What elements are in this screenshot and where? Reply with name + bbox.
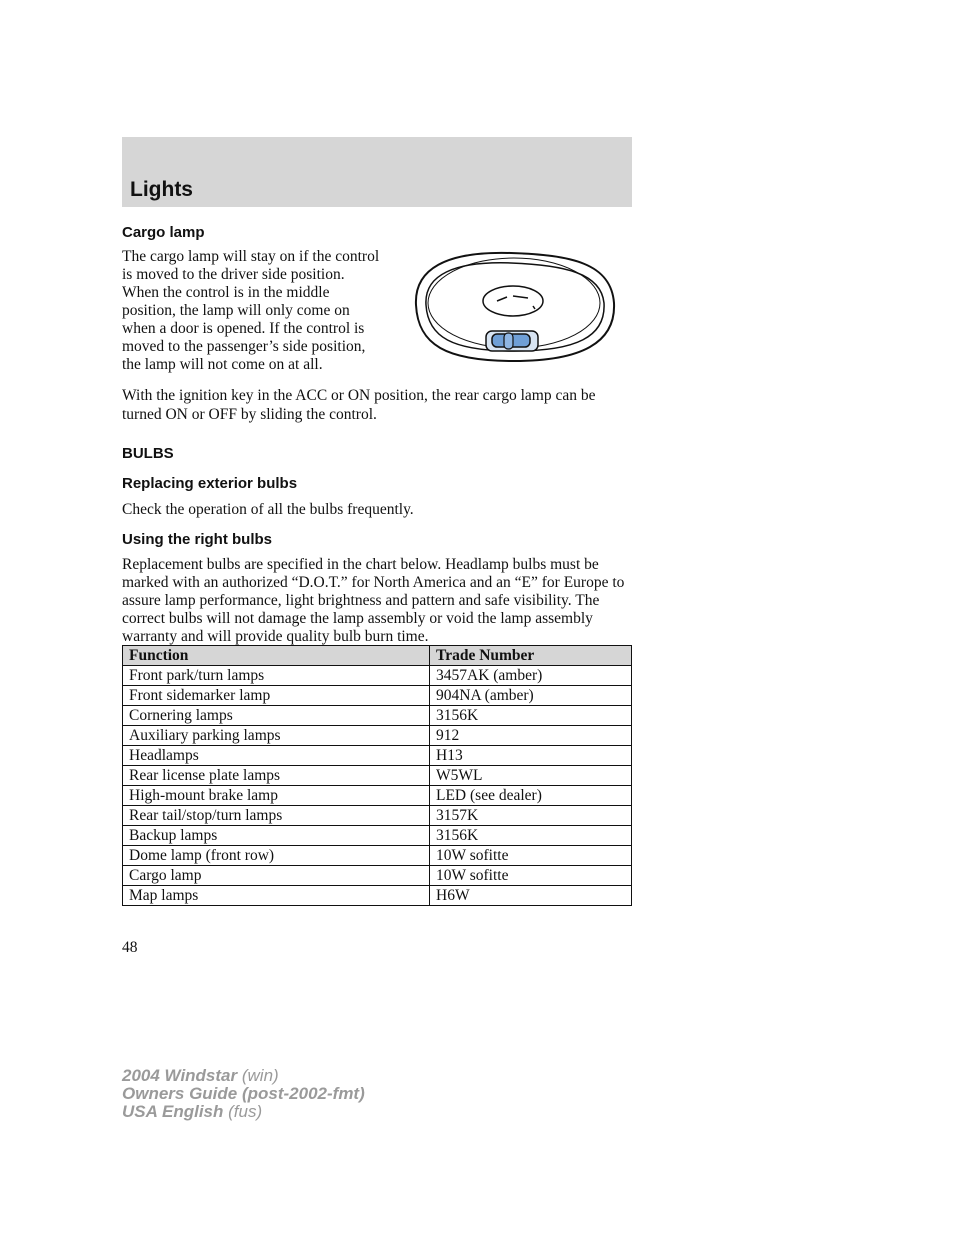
trade-number-cell: H6W bbox=[430, 886, 632, 906]
table-row bbox=[123, 666, 632, 686]
function-cell: Auxiliary parking lamps bbox=[123, 726, 430, 746]
footer-line-model bbox=[122, 1067, 365, 1085]
footer-line-language bbox=[122, 1103, 365, 1121]
table-header-row bbox=[123, 646, 632, 666]
footer-line-guide bbox=[122, 1085, 365, 1103]
table-row bbox=[123, 826, 632, 846]
trade-number-cell: 912 bbox=[430, 726, 632, 746]
trade-number-cell: 3156K bbox=[430, 706, 632, 726]
trade-number-cell: 3157K bbox=[430, 806, 632, 826]
footer-language: USA English bbox=[122, 1102, 224, 1121]
trade-number-cell: 904NA (amber) bbox=[430, 686, 632, 706]
function-cell: Dome lamp (front row) bbox=[123, 846, 430, 866]
table-row bbox=[123, 846, 632, 866]
table-row bbox=[123, 866, 632, 886]
function-cell: Rear license plate lamps bbox=[123, 766, 430, 786]
footer-model-name: 2004 Windstar bbox=[122, 1066, 238, 1085]
table-row bbox=[123, 726, 632, 746]
replacing-exterior-bulbs-heading: Replacing exterior bulbs bbox=[122, 475, 298, 492]
function-cell: Cargo lamp bbox=[123, 866, 430, 886]
function-cell: High-mount brake lamp bbox=[123, 786, 430, 806]
exterior-bulbs-text: Check the operation of all the bulbs frequently. bbox=[122, 501, 414, 518]
cargo-lamp-ignition-note: With the ignition key in the ACC or ON position, the rear cargo lamp can be turned ON or OFF by sliding the control. bbox=[122, 387, 596, 423]
trade-number-cell: 10W sofitte bbox=[430, 846, 632, 866]
page-number: 48 bbox=[122, 939, 138, 956]
using-right-bulbs-heading: Using the right bulbs bbox=[122, 531, 272, 548]
function-cell: Headlamps bbox=[123, 746, 430, 766]
section-title: Lights bbox=[130, 178, 193, 201]
trade-number-cell: 10W sofitte bbox=[430, 866, 632, 886]
trade-number-cell: W5WL bbox=[430, 766, 632, 786]
bulb-chart-table bbox=[122, 645, 632, 906]
trade-number-cell: H13 bbox=[430, 746, 632, 766]
table-row bbox=[123, 806, 632, 826]
function-cell: Front sidemarker lamp bbox=[123, 686, 430, 706]
cargo-lamp-illustration bbox=[396, 245, 632, 367]
table-row bbox=[123, 886, 632, 906]
function-cell: Map lamps bbox=[123, 886, 430, 906]
bulbs-heading: BULBS bbox=[122, 445, 174, 462]
trade-number-cell: 3457AK (amber) bbox=[430, 666, 632, 686]
function-cell: Cornering lamps bbox=[123, 706, 430, 726]
footer-model-code: (win) bbox=[241, 1066, 279, 1085]
document-footer bbox=[122, 1067, 365, 1121]
table-row bbox=[123, 746, 632, 766]
table-row bbox=[123, 706, 632, 726]
table-row bbox=[123, 786, 632, 806]
column-header-trade-number: Trade Number bbox=[430, 646, 632, 666]
footer-language-code: (fus) bbox=[228, 1102, 263, 1121]
table-row bbox=[123, 686, 632, 706]
function-cell: Rear tail/stop/turn lamps bbox=[123, 806, 430, 826]
cargo-lamp-description: The cargo lamp will stay on if the control is moved to the driver side position. When the control is in the middle position, the lamp will only come on when a door is opened. If the control is moved to the passenger’s side position, the lamp will not come on at all. bbox=[122, 248, 380, 373]
section-header-band bbox=[122, 137, 632, 207]
table-row bbox=[123, 766, 632, 786]
function-cell: Front park/turn lamps bbox=[123, 666, 430, 686]
function-cell: Backup lamps bbox=[123, 826, 430, 846]
cargo-lamp-heading: Cargo lamp bbox=[122, 224, 205, 241]
column-header-function: Function bbox=[123, 646, 430, 666]
footer-guide-name: Owners Guide (post-2002-fmt) bbox=[122, 1084, 365, 1103]
trade-number-cell: LED (see dealer) bbox=[430, 786, 632, 806]
trade-number-cell: 3156K bbox=[430, 826, 632, 846]
right-bulbs-text: Replacement bulbs are specified in the chart below. Headlamp bulbs must be marked with an authorized “D.O.T.” for North America and an “E” for Europe to assure lamp performance, light brightness and pattern and safe visibility. The correct bulbs will not damage the lamp assembly or void the lamp assembly warranty and will provide quality bulb burn time. bbox=[122, 556, 625, 645]
